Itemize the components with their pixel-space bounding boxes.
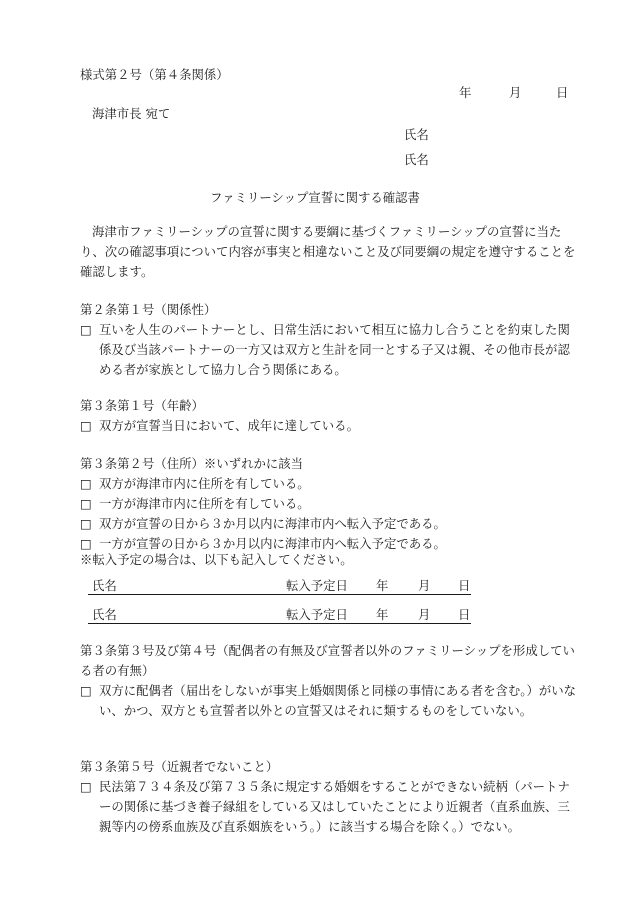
checklist-item-text: 一方が海津市内に住所を有している。 — [99, 496, 310, 511]
addressee: 海津市長 宛て — [92, 106, 171, 121]
checklist-item-text: 互いを人生のパートナーとし、日常生活において相互に協力し合うことを約束した関係及び当該パートナーの一方又は双方と生計を同一とする子又は親、その他市長が認める者が家族として協力し合う関係にある。 — [99, 322, 570, 377]
checklist-item — [80, 777, 580, 837]
date-month-label: 月 — [509, 85, 522, 100]
move-in-day-1: 日 — [458, 578, 471, 593]
checklist-item-text: 一方が宣誓の日から３か月以内に海津市内へ転入予定である。 — [99, 536, 446, 551]
intro-paragraph: 海津市ファミリーシップの宣誓に関する要綱に基づくファミリーシップの宣誓に当たり、次の確認事項について内容が事実と相違ないこと及び同要綱の規定を遵守することを確認します。 — [80, 224, 576, 279]
name-label-1: 氏名 — [404, 127, 429, 142]
move-in-year-2: 年 — [376, 607, 389, 622]
checklist-item — [80, 416, 580, 436]
checklist-item-text: 双方が宣誓の日から３か月以内に海津市内へ転入予定である。 — [99, 516, 446, 531]
checklist-item — [80, 320, 580, 380]
checkbox[interactable]: □ — [80, 536, 92, 551]
section-heading-age: 第３条第１号（年齢） — [80, 398, 204, 413]
move-in-underline-2 — [88, 623, 471, 624]
move-in-name-label-1: 氏名 — [92, 578, 117, 593]
section-heading-relationship: 第２条第１号（関係性） — [80, 302, 217, 317]
move-in-date-label-2: 転入予定日 — [286, 607, 348, 622]
checkbox[interactable]: □ — [80, 476, 92, 491]
checkbox[interactable]: □ — [80, 496, 92, 511]
checkbox[interactable]: □ — [80, 322, 92, 337]
move-in-month-2: 月 — [418, 607, 431, 622]
move-in-date-label-1: 転入予定日 — [286, 578, 348, 593]
checklist-item — [80, 681, 580, 721]
move-in-underline-1 — [88, 594, 471, 595]
checkbox[interactable]: □ — [80, 418, 92, 433]
checkbox[interactable]: □ — [80, 516, 92, 531]
date-day-label: 日 — [556, 85, 569, 100]
move-in-name-label-2: 氏名 — [92, 607, 117, 622]
section-heading-address: 第３条第２号（住所）※いずれかに該当 — [80, 456, 304, 471]
checkbox[interactable]: □ — [80, 683, 92, 698]
name-label-2: 氏名 — [404, 152, 429, 167]
move-in-month-1: 月 — [418, 578, 431, 593]
date-year-label: 年 — [459, 85, 472, 100]
section-heading-spouse: 第３条第３号及び第４号（配偶者の有無及び宣誓者以外のファミリーシップを形成している者の有無） — [80, 643, 575, 678]
move-in-note: ※転入予定の場合は、以下も記入してください。 — [80, 552, 353, 567]
document-title: ファミリーシップ宣誓に関する確認書 — [210, 190, 420, 205]
checklist-item-text: 双方が海津市内に住所を有している。 — [99, 476, 310, 491]
checklist-item-text: 双方が宣誓当日において、成年に達している。 — [99, 418, 359, 433]
section-heading-relatives: 第３条第５号（近親者でないこと） — [80, 759, 279, 774]
move-in-day-2: 日 — [458, 607, 471, 622]
checklist-item — [80, 474, 580, 494]
checklist-item-text: 民法第７３４条及び第７３５条に規定する婚姻をすることができない続柄（パートナーの関係に基づき養子縁組をしている又はしていたことにより近親者（直系血族、三親等内の傍系血族及び直系姻族をいう。）に該当する場合を除く。）でない。 — [99, 779, 570, 834]
checkbox[interactable]: □ — [80, 779, 92, 794]
checklist-item — [80, 494, 580, 514]
move-in-year-1: 年 — [376, 578, 389, 593]
checklist-item-text: 双方に配偶者（届出をしないが事実上婚姻関係と同様の事情にある者を含む。）がいない、かつ、双方とも宣誓者以外との宣誓又はそれに類するものをしていない。 — [99, 683, 577, 718]
checklist-item — [80, 514, 580, 534]
form-label: 様式第２号（第４条関係） — [80, 67, 229, 82]
